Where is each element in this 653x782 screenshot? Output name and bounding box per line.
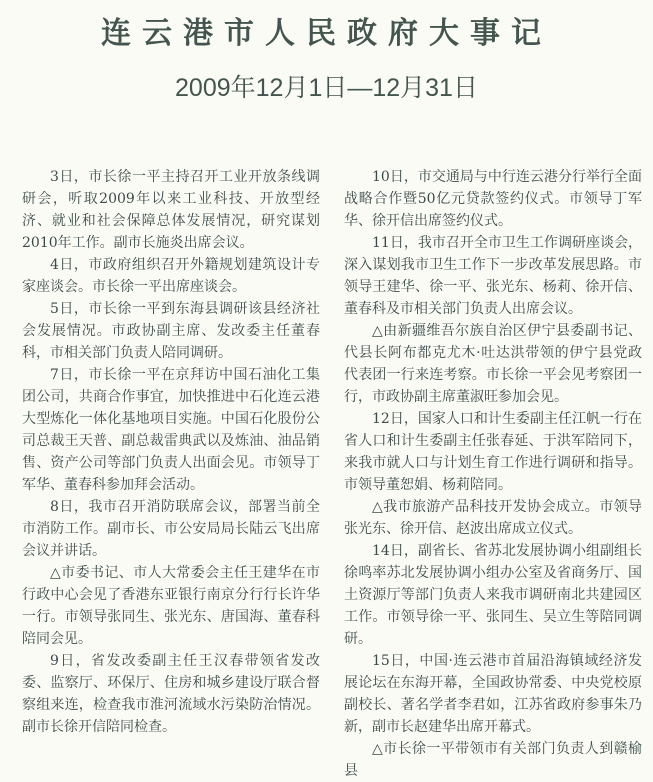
- event-entry: 8日，我市召开消防联席会议，部署当前全市消防工作。副市长、市公安局局长陆云飞出席会议并讲话。: [22, 499, 320, 559]
- date-range: 2009年12月1日—12月31日: [175, 74, 478, 102]
- event-entry: 7日，市长徐一平在京拜访中国石油化工集团公司，共商合作事宜，加快推进中石化连云港大型炼化一体化基地项目实施。中国石化股份公司总裁王天普、副总裁雷典武以及炼油、油品销售、资产公司等部门负责人出面会见。市领导丁军华、董春科参加拜会活动。: [22, 367, 320, 493]
- event-entry: 12日，国家人口和计生委副主任江帆一行在省人口和计生委副主任张春延、于洪军陪同下，来我市就人口与计划生育工作进行调研和指导。市领导董恕娟、杨莉陪同。: [344, 411, 642, 493]
- left-column: [22, 166, 320, 738]
- event-entry: 3日，市长徐一平主持召开工业开放条线调研会，听取2009年以来工业科技、开放型经济、就业和社会保障总体发展情况，研究谋划2010年工作。副市长施炎出席会议。: [22, 169, 320, 251]
- event-entry: 5日，市长徐一平到东海县调研该县经济社会发展情况。市政协副主席、发改委主任董春科，市相关部门负责人陪同调研。: [22, 301, 320, 361]
- event-entry: △由新疆维吾尔族自治区伊宁县委副书记、代县长阿布都克尤木·吐达洪带领的伊宁县党政代表团一行来连考察。市长徐一平会见考察团一行，市政协副主席董淑旺参加会见。: [344, 323, 642, 405]
- event-entry: 9日，省发改委副主任王汉春带领省发改委、监察厅、环保厅、住房和城乡建设厅联合督察组来连，检查我市淮河流域水污染防治情况。副市长徐开信陪同检查。: [22, 653, 320, 735]
- event-entry: 15日，中国·连云港市首届沿海镇域经济发展论坛在东海开幕，全国政协常委、中央党校原副校长、著名学者李君如，江苏省政府参事朱乃新，副市长赵建华出席开幕式。: [344, 653, 642, 735]
- event-entry: 10日，市交通局与中行连云港分行举行全面战略合作暨50亿元贷款签约仪式。市领导丁军华、徐开信出席签约仪式。: [344, 169, 642, 229]
- right-column: [344, 166, 642, 782]
- event-entry: 14日，副省长、省苏北发展协调小组副组长徐鸣率苏北发展协调小组办公室及省商务厅、国土资源厅等部门负责人来我市调研南北共建园区工作。市领导徐一平、张同生、吴立生等陪同调研。: [344, 543, 642, 647]
- event-entry: △我市旅游产品科技开发协会成立。市领导张光东、徐开信、赵波出席成立仪式。: [344, 499, 642, 537]
- event-entry: △市委书记、市人大常委会主任王建华在市行政中心会见了香港东亚银行南京分行行长许华一行。市领导张同生、张光东、唐国海、董春科陪同会见。: [22, 565, 320, 647]
- page-title: 连云港市人民政府大事记: [101, 16, 552, 51]
- event-entry: 11日，我市召开全市卫生工作调研座谈会，深入谋划我市卫生工作下一步改革发展思路。市领导王建华、徐一平、张光东、杨莉、徐开信、董春科及市相关部门负责人出席会议。: [344, 235, 642, 317]
- event-entry: △市长徐一平带领市有关部门负责人到赣榆县: [344, 741, 642, 779]
- event-entry: 4日，市政府组织召开外籍规划建筑设计专家座谈会。市长徐一平出席座谈会。: [22, 257, 320, 295]
